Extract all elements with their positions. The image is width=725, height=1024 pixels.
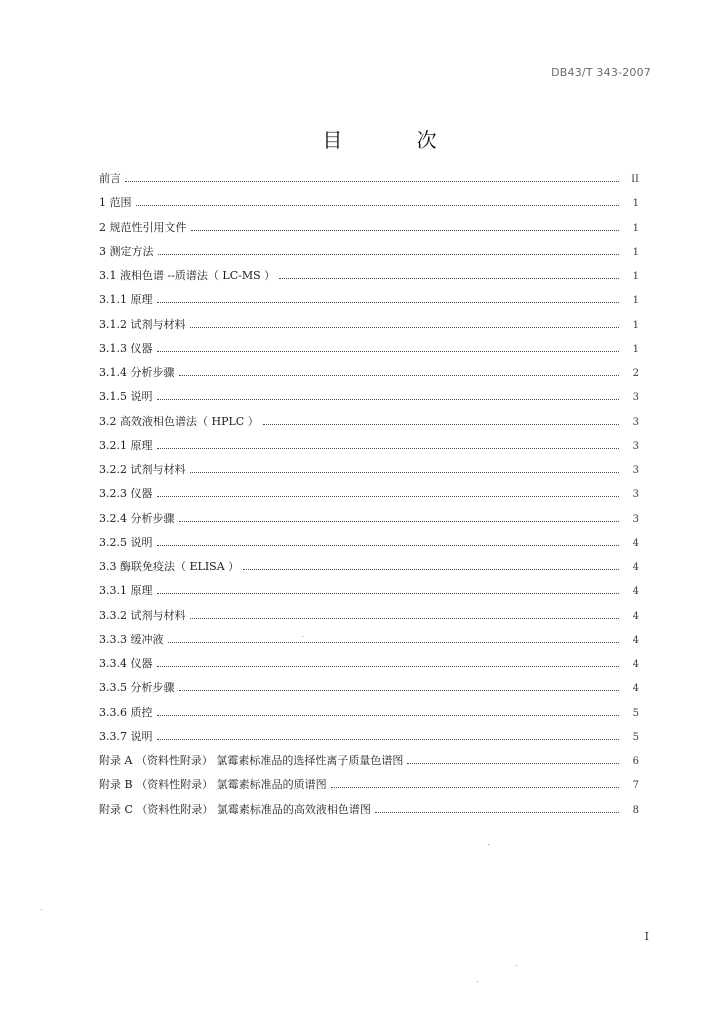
- toc-leader-dots: [179, 521, 620, 522]
- toc-entry-label: 3.3.2 试剂与材料: [99, 608, 186, 622]
- toc-entry-label: 3.1.3 仪器: [99, 341, 153, 355]
- toc-leader-dots: [157, 666, 620, 667]
- page-title: 目 次: [322, 128, 471, 152]
- toc-entry-page: 1: [632, 271, 639, 282]
- toc-entry-label: 3.1.2 试剂与材料: [99, 317, 186, 331]
- toc-entry-label: 3.3 酶联免疫法（ ELISA ）: [99, 560, 240, 573]
- toc-entry-label: 前言: [99, 172, 121, 185]
- toc-entry[interactable]: [99, 512, 639, 536]
- toc-leader-dots: [190, 472, 620, 473]
- toc-entry-page: 3: [632, 392, 639, 404]
- toc-entry-label: 3.2.5 说明: [99, 535, 153, 549]
- toc-entry[interactable]: [99, 269, 639, 293]
- toc-entry[interactable]: [99, 415, 639, 439]
- toc-entry-page: 1: [632, 222, 639, 234]
- toc-entry[interactable]: [99, 463, 639, 487]
- toc-entry[interactable]: [99, 754, 639, 778]
- toc-entry-page: 1: [632, 319, 639, 331]
- toc-entry-label: 3.3.7 说明: [99, 729, 153, 743]
- toc-entry-page: 4: [632, 610, 639, 622]
- toc-leader-dots: [157, 739, 620, 740]
- toc-entry-page: 4: [632, 659, 639, 670]
- toc-entry-label: 3.2.3 仪器: [99, 487, 153, 501]
- toc-entry[interactable]: [99, 584, 639, 608]
- toc-entry-label: 附录 A （资料性附录） 氯霉素标准品的选择性离子质量色谱图: [99, 754, 404, 767]
- toc-leader-dots: [168, 642, 620, 643]
- toc-entry-page: 3: [632, 416, 639, 428]
- toc-entry-page: 1: [632, 295, 639, 307]
- toc-entry-label: 3.2 高效液相色谱法（ HPLC ）: [99, 414, 259, 428]
- toc-entry-page: 7: [632, 780, 639, 792]
- scan-speck: [477, 981, 478, 982]
- toc-entry[interactable]: [99, 366, 639, 390]
- scan-speck: [41, 909, 42, 910]
- toc-entry[interactable]: [99, 293, 639, 317]
- toc-entry-label: 3.1.4 分析步骤: [99, 366, 175, 379]
- toc-entry[interactable]: [99, 342, 639, 366]
- toc-entry[interactable]: [99, 390, 639, 414]
- toc-leader-dots: [157, 351, 620, 352]
- toc-entry-label: 附录 B （资料性附录） 氯霉素标准品的质谱图: [99, 778, 327, 792]
- toc-entry-page: 1: [632, 246, 639, 258]
- toc-entry[interactable]: [99, 560, 639, 584]
- toc-entry-label: 1 范围: [99, 196, 132, 210]
- toc-entry-label: 3.2.1 原理: [99, 438, 153, 452]
- toc-entry-page: 2: [632, 368, 639, 379]
- toc-entry-page: 3: [632, 489, 639, 501]
- toc-entry-label: 3.3.1 原理: [99, 584, 153, 598]
- toc-leader-dots: [136, 205, 620, 206]
- scan-speck: [516, 965, 517, 966]
- toc-entry-page: 1: [632, 343, 639, 355]
- toc-entry-label: 3.3.5 分析步骤: [99, 681, 175, 695]
- toc-entry[interactable]: [99, 778, 639, 802]
- toc-leader-dots: [331, 787, 619, 788]
- toc-entry-page: 5: [632, 731, 639, 743]
- toc-entry-label: 3.3.3 缓冲液: [99, 632, 164, 646]
- toc-entry-page: 3: [632, 440, 639, 452]
- toc-entry[interactable]: [99, 196, 639, 220]
- toc-leader-dots: [179, 690, 620, 691]
- toc-leader-dots: [157, 399, 620, 400]
- toc-entry-label: 3.1.1 原理: [99, 293, 153, 307]
- toc-entry[interactable]: [99, 172, 639, 196]
- toc-entry-page: 3: [632, 465, 639, 476]
- toc-entry-label: 2 规范性引用文件: [99, 220, 187, 234]
- toc-leader-dots: [157, 593, 620, 594]
- toc-entry-page: 1: [632, 198, 639, 210]
- toc-entry-label: 3.3.4 仪器: [99, 657, 153, 670]
- toc-entry[interactable]: [99, 318, 639, 342]
- toc-leader-dots: [125, 181, 619, 182]
- toc-entry[interactable]: [99, 681, 639, 705]
- scan-speck: [488, 844, 489, 845]
- toc-entry-page: 4: [632, 683, 639, 695]
- toc-entry[interactable]: [99, 245, 639, 269]
- toc-entry-label: 3.2.2 试剂与材料: [99, 463, 186, 476]
- toc-leader-dots: [157, 496, 620, 497]
- toc-entry-page: 3: [632, 513, 639, 525]
- toc-entry-label: 3.2.4 分析步骤: [99, 511, 175, 525]
- toc-entry[interactable]: [99, 730, 639, 754]
- toc-entry-page: 4: [632, 586, 639, 598]
- toc-entry[interactable]: [99, 633, 639, 657]
- toc-leader-dots: [243, 569, 619, 570]
- toc-leader-dots: [279, 278, 619, 279]
- toc-entry-label: 3.1 液相色谱 --质谱法（ LC-MS ）: [99, 269, 276, 282]
- toc-entry[interactable]: [99, 221, 639, 245]
- toc-leader-dots: [158, 254, 620, 255]
- toc-entry-page: 4: [632, 634, 639, 646]
- toc-entry-page: 8: [632, 804, 639, 816]
- toc-entry-label: 3.3.6 质控: [99, 705, 153, 719]
- toc-leader-dots: [157, 545, 620, 546]
- toc-entry-page: 4: [632, 562, 639, 573]
- toc-entry[interactable]: [99, 439, 639, 463]
- toc-entry[interactable]: [99, 706, 639, 730]
- toc-leader-dots: [190, 618, 620, 619]
- toc-entry-page: 6: [632, 756, 639, 767]
- toc-leader-dots: [190, 327, 620, 328]
- toc-entry-label: 3 测定方法: [99, 244, 154, 258]
- toc-entry[interactable]: [99, 803, 639, 827]
- toc-leader-dots: [179, 375, 620, 376]
- toc-entry-label: 附录 C （资料性附录） 氯霉素标准品的高效液相色谱图: [99, 802, 371, 816]
- toc-leader-dots: [157, 302, 620, 303]
- toc-entry-page: 4: [632, 537, 639, 549]
- toc-entry[interactable]: [99, 536, 639, 560]
- toc-leader-dots: [157, 448, 620, 449]
- toc-entry-label: 3.1.5 说明: [99, 390, 153, 404]
- toc-leader-dots: [157, 715, 620, 716]
- toc-leader-dots: [263, 424, 619, 425]
- table-of-contents: [99, 172, 639, 827]
- toc-entry[interactable]: [99, 657, 639, 681]
- toc-leader-dots: [407, 763, 619, 764]
- toc-entry-page: 5: [632, 707, 639, 719]
- toc-entry[interactable]: [99, 609, 639, 633]
- toc-entry-page: II: [631, 174, 639, 185]
- toc-leader-dots: [375, 812, 619, 813]
- toc-leader-dots: [191, 230, 620, 231]
- page-number: I: [644, 930, 649, 943]
- document-code: DB43/T 343-2007: [551, 66, 651, 79]
- toc-entry[interactable]: [99, 487, 639, 511]
- scan-speck: [302, 636, 303, 637]
